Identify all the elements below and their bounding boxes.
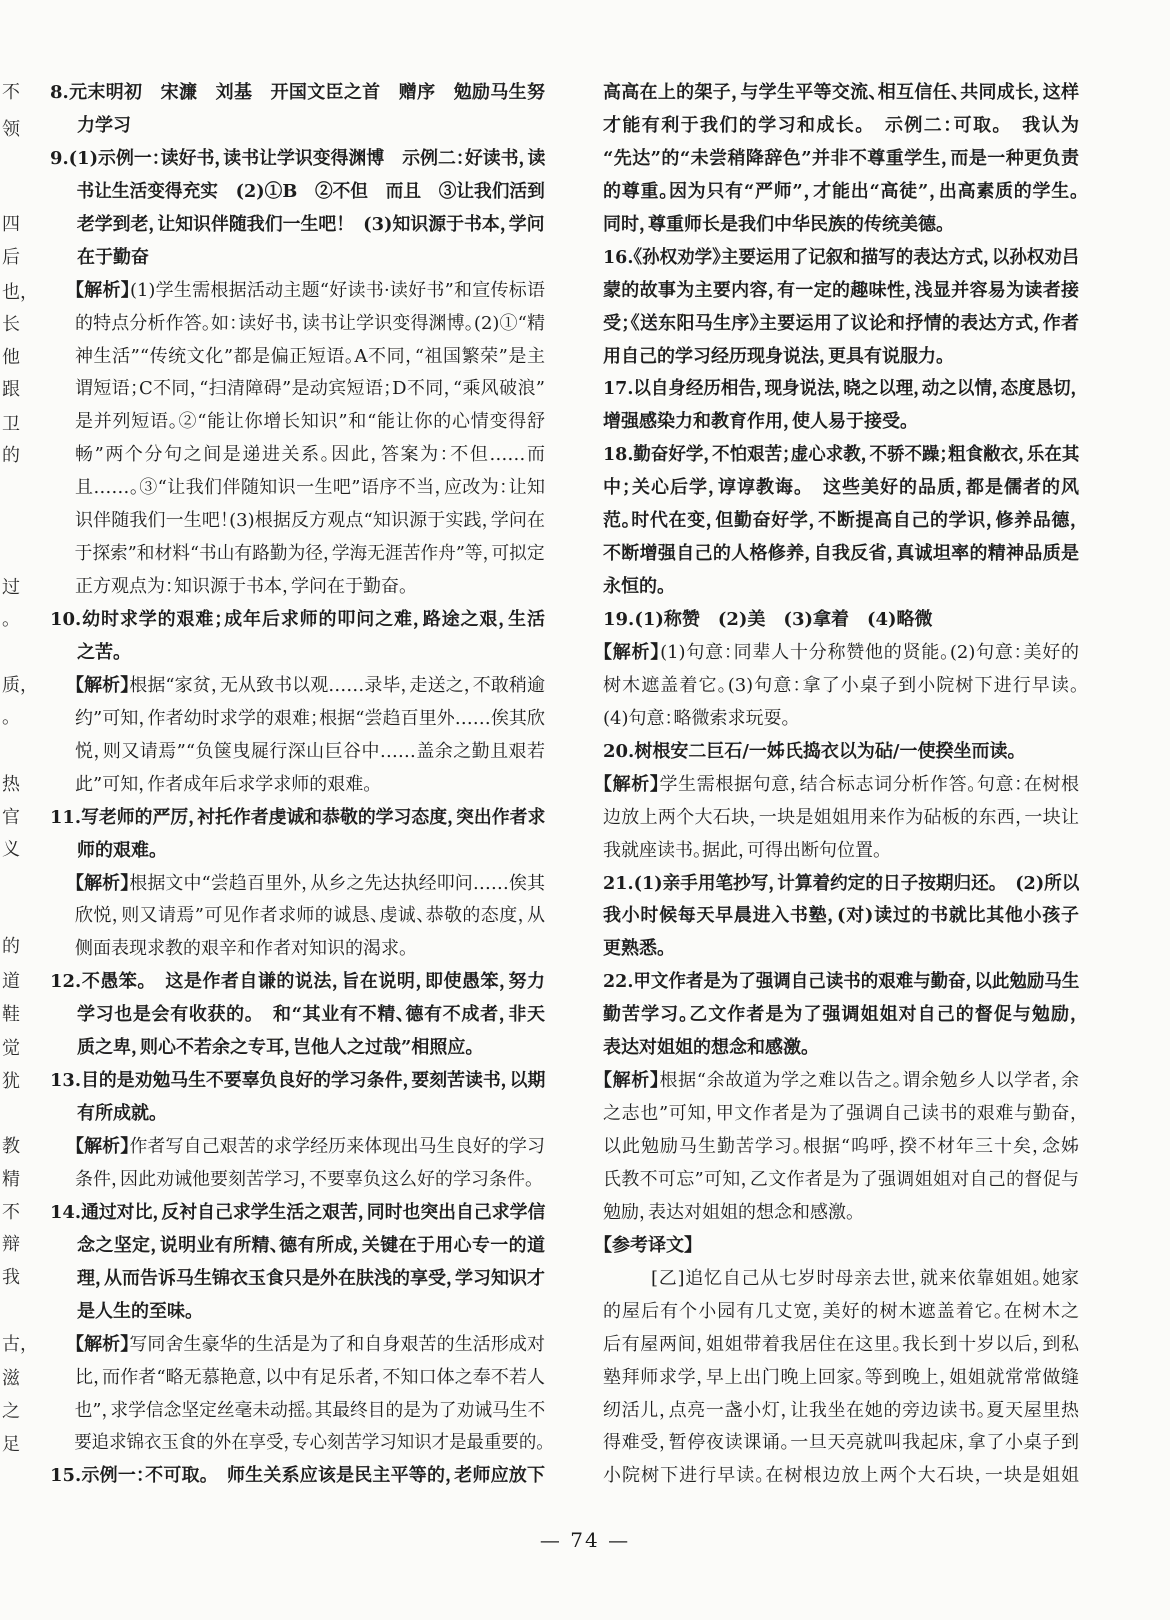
text-line: 纫活儿，点亮一盏小灯，让我坐在她的旁边读书。夏天屋里热: [603, 1399, 1079, 1421]
text-line: 高高在上的架子，与学生平等交流、相互信任、共同成长，这样: [603, 82, 1079, 103]
analysis-10: [50, 670, 545, 802]
answer-22: [603, 966, 1079, 1065]
text-line: 才能有利于我们的学习和成长。 示例二：可取。 我认为: [603, 114, 1079, 136]
text-line: 同时，尊重师长是我们中华民族的传统美德。: [603, 213, 945, 235]
text-line: [50, 868, 545, 901]
margin-fragment: 的: [2, 445, 20, 466]
text-line: 欣悦，则又请焉”可见作者求师的诚恳、虔诚、恭敬的态度，从: [75, 905, 545, 927]
line-text: (1)学生需根据活动主题“好读书·读好书”和宣传标语: [129, 279, 546, 301]
answer-21: [603, 868, 1079, 967]
answer-14: [50, 1197, 545, 1329]
answer-12: [50, 966, 545, 1065]
reference-translation-heading: [603, 1230, 1079, 1263]
text-line: 念之坚定，说明业有所精、德有所成，关键在于用心专一的道: [77, 1234, 545, 1256]
analysis-label: 【解析】: [603, 1070, 660, 1092]
text-line: 谓短语；C不同，“扫清障碍”是动宾短语；D不同，“乘风破浪”: [75, 378, 545, 400]
right-column: [603, 77, 1079, 1493]
text-line: 22.甲文作者是为了强调自己读书的艰难与勤奋，以此勉励马生: [603, 971, 1080, 993]
text-line: [603, 769, 1079, 802]
margin-fragment: 滋: [2, 1368, 20, 1389]
text-line: 13.目的是劝勉马生不要辜负良好的学习条件，要刻苦读书，以期: [50, 1070, 546, 1092]
margin-fragment: 我: [2, 1267, 20, 1288]
text-line: 约”可知，作者幼时求学的艰难；根据“尝趋百里外……俟其欣: [75, 707, 545, 729]
text-line: 【参考译文】: [603, 1234, 693, 1256]
text-line: 师的艰难。: [77, 839, 158, 861]
margin-fragment: 领: [2, 119, 20, 140]
text-line: 理，从而告诉马生锦衣玉食只是外在肤浅的享受，学习知识才: [77, 1267, 545, 1289]
margin-fragment: 热: [2, 774, 20, 795]
margin-fragment: 质，: [2, 675, 38, 696]
text-line: 18.勤奋好学，不怕艰苦；虚心求教，不骄不躁；粗食敝衣，乐在其: [603, 444, 1080, 466]
text-line: 19.(1)称赞 (2)美 (3)拿着 (4)略微: [603, 609, 933, 630]
text-line: 且……。③“让我们伴随知识一生吧”语序不当，应改为：让知: [75, 477, 545, 499]
text-line: 永恒的。: [603, 576, 666, 598]
answer-18: [603, 439, 1079, 604]
analysis-14: [50, 1329, 545, 1461]
text-line: 不断增强自己的人格修养，自我反省，真诚坦率的精神品质是: [603, 543, 1079, 565]
margin-fragment: 官: [2, 807, 20, 828]
text-line: 之志也”可知，甲文作者是为了强调自己读书的艰难与勤奋，: [603, 1103, 1079, 1125]
text-line: 12.不愚笨。 这是作者自谦的说法，旨在说明，即使愚笨，努力: [50, 971, 545, 993]
text-line: 我就座读书。据此，可得出断句位置。: [603, 839, 882, 861]
text-line: 边放上两个大石块，一块是姐姐用来作为砧板的东西，一块让: [603, 806, 1079, 828]
line-text: 学生需根据句意，结合标志词分析作答。句意：在树根: [659, 773, 1080, 795]
text-line: 氏教不可忘”可知，乙文作者是为了强调姐姐对自己的督促与: [603, 1168, 1079, 1190]
text-line: 增强感染力和教育作用，使人易于接受。: [603, 411, 909, 433]
text-line: [50, 275, 545, 308]
margin-fragment: 辩: [2, 1234, 20, 1255]
margin-fragment: 四: [2, 214, 20, 235]
margin-fragment: 他: [2, 347, 20, 368]
text-line: 20.树根安二巨石/一姊氏捣衣以为砧/一使揆坐而读。: [603, 740, 1017, 762]
text-line: 也”，求学信念坚定丝毫未动摇。其最终目的是为了劝诫马生不: [74, 1399, 546, 1421]
text-line: [50, 670, 545, 703]
reference-translation: [603, 1263, 1079, 1494]
text-line: 是并列短语。②“能让你增长知识”和“能让你的心情变得舒: [75, 411, 545, 433]
text-line: 塾拜师求学，早上出门晚上回家。等到晚上，姐姐就常常做缝: [603, 1366, 1079, 1388]
margin-fragment: 觉: [2, 1038, 20, 1059]
text-line: 神生活”“传统文化”都是偏正短语。A不同，“祖国繁荣”是主: [75, 345, 545, 367]
text-line: 在于勤奋: [77, 246, 149, 268]
analysis-label: 【解析】: [75, 1136, 130, 1157]
answer-8: [50, 77, 545, 143]
text-line: [50, 1131, 545, 1164]
text-line: 勉励，表达对姐姐的想念和感激。: [603, 1201, 855, 1223]
answer-15: [50, 1460, 545, 1493]
answer-16: [603, 242, 1079, 374]
analysis-20: [603, 769, 1079, 868]
text-line: 小院树下进行早读。在树根边放上两个大石块，一块是姐姐: [603, 1465, 1079, 1487]
text-line: 书让生活变得充实 (2)①B ②不但 而且 ③让我们活到: [76, 180, 545, 202]
margin-fragment: 教: [2, 1136, 20, 1157]
margin-fragment: 犹: [2, 1071, 20, 1092]
margin-fragment: 。: [2, 609, 20, 630]
margin-fragment: 鞋: [2, 1004, 20, 1025]
margin-fragment: 卫: [2, 414, 20, 435]
line-text: 根据“家贫，无从致书以观……录毕，走送之，不敢稍逾: [129, 674, 546, 696]
line-text: 作者写自己艰苦的求学经历来体现出马生良好的学习: [129, 1136, 546, 1157]
text-line: 的屋后有个小园有几丈宽，美好的树木遮盖着它。在树木之: [603, 1300, 1079, 1322]
margin-fragment: 不: [2, 1202, 20, 1223]
text-line: 表达对姐姐的想念和感激。: [603, 1037, 810, 1059]
text-line: 更熟悉。: [603, 938, 666, 960]
analysis-label: 【解析】: [75, 1333, 130, 1355]
text-line: 质之卑，则心不若余之专耳，岂他人之过哉”相照应。: [77, 1037, 475, 1059]
analysis-label: 【解析】: [75, 279, 130, 301]
analysis-label: 【解析】: [603, 773, 660, 795]
answer-11: [50, 802, 545, 868]
text-line: [603, 1065, 1079, 1098]
text-line: 悦，则又请焉”“负箧曳屣行深山巨谷中……盖余之勤且艰若: [75, 740, 545, 762]
margin-fragment: 之: [2, 1401, 20, 1422]
line-text: (1)句意：同辈人十分称赞他的贤能。(2)句意：美好的: [660, 641, 1079, 663]
text-line: 畅”两个分句之间是递进关系。因此，答案为：不但……而: [75, 444, 545, 466]
text-line: 树木遮盖着它。(3)句意：拿了小桌子到小院树下进行早读。: [603, 674, 1079, 696]
text-line: 受；《送东阳马生序》主要运用了议论和抒情的表达方式，作者: [603, 312, 1079, 334]
text-line: 比，而作者“略无慕艳意，以中有足乐者，不知口体之奉不若人: [75, 1366, 545, 1388]
analysis-label: 【解析】: [75, 872, 130, 894]
margin-fragment: 也，: [2, 282, 38, 303]
text-line: 11.写老师的严厉，衬托作者虔诚和恭敬的学习态度，突出作者求: [50, 806, 546, 828]
text-line: 此”可知，作者成年后求学求师的艰难。: [75, 773, 373, 795]
margin-fragment: 古，: [2, 1334, 38, 1355]
analysis-label: 【解析】: [75, 674, 130, 696]
analysis-11: [50, 868, 545, 967]
analysis-label: 【解析】: [603, 641, 661, 663]
text-line: 17.以自身经历相告，现身说法，晓之以理，动之以情，态度恳切，: [603, 378, 1080, 400]
text-line: [乙]追忆自己从七岁时母亲去世，就来依靠姐姐。她家: [651, 1267, 1079, 1289]
left-column: [50, 77, 545, 1493]
margin-fragment: 。: [2, 707, 20, 728]
text-line: 正方观点为：知识源于书本，学问在于勤奋。: [75, 576, 408, 598]
answer-10: [50, 604, 545, 670]
margin-fragment: 足: [2, 1434, 20, 1455]
answer-17: [603, 373, 1079, 439]
text-line: 9.(1)示例一：读好书，读书让学识变得渊博 示例二：好读书，读: [50, 147, 546, 169]
text-line: 力学习: [77, 114, 131, 136]
text-line: [603, 637, 1079, 670]
text-line: 14.通过对比，反衬自己求学生活之艰苦，同时也突出自己求学信: [50, 1201, 546, 1223]
text-line: 21.(1)亲手用笔抄写，计算着约定的日子按期归还。 (2)所以: [603, 872, 1080, 894]
margin-fragment: 道: [2, 971, 20, 992]
analysis-13: [50, 1131, 545, 1197]
page-number: — 74 —: [539, 1528, 631, 1552]
text-line: 范。时代在变，但勤奋好学，不断提高自己的学识，修养品德，: [603, 510, 1079, 532]
analysis-22: [603, 1065, 1079, 1230]
text-line: “先达”的“未尝稍降辞色”并非不尊重学生，而是一种更负责: [603, 147, 1079, 169]
text-line: 后有屋两间，姐姐带着我居住在这里。我长到十岁以后，到私: [603, 1333, 1079, 1355]
text-line: 侧面表现求教的艰辛和作者对知识的渴求。: [75, 938, 408, 960]
text-line: 中；关心后学，谆谆教诲。 这些美好的品质，都是儒者的风: [603, 477, 1079, 499]
answer-9: [50, 143, 545, 275]
text-line: 15.示例一：不可取。 师生关系应该是民主平等的，老师应放下: [50, 1465, 545, 1487]
analysis-19: [603, 637, 1079, 736]
analysis-9: [50, 275, 545, 604]
margin-fragment: 过: [2, 577, 20, 598]
text-line: [50, 1329, 545, 1362]
text-line: 用自己的学习经历现身说法，更具有说服力。: [603, 345, 945, 367]
margin-fragment: 跟: [2, 379, 20, 400]
text-line: 于探索”和材料“书山有路勤为径，学海无涯苦作舟”等，可拟定: [74, 543, 545, 565]
margin-fragment: 义: [2, 839, 20, 860]
text-line: 是人生的至味。: [77, 1300, 194, 1322]
margin-fragment: 不: [2, 82, 20, 103]
line-text: 根据文中“尝趋百里外，从乡之先达执经叩问……俟其: [129, 872, 546, 894]
text-line: 得难受，暂停夜读课诵。一旦天亮就叫我起床，拿了小桌子到: [603, 1432, 1079, 1454]
text-line: 要追求锦衣玉食的外在享受，专心刻苦学习知识才是最重要的。: [74, 1432, 545, 1454]
answer-20: [603, 736, 1079, 769]
margin-fragment: 后: [2, 247, 20, 268]
margin-fragment: 精: [2, 1169, 20, 1190]
text-line: 学习也是会有收获的。 和“其业有不精、德有不成者，非天: [77, 1004, 545, 1026]
margin-fragment: 长: [2, 314, 20, 335]
answer-13: [50, 1065, 545, 1131]
text-line: 8.元末明初 宋濂 刘基 开国文臣之首 赠序 勉励马生努: [50, 82, 545, 103]
answer-19: [603, 604, 1079, 637]
line-text: 写同舍生豪华的生活是为了和自身艰苦的生活形成对: [129, 1333, 546, 1355]
text-line: 的特点分析作答。如：读好书，读书让学识变得渊博。(2)①“精: [75, 312, 545, 334]
text-line: 识伴随我们一生吧！(3)根据反方观点“知识源于实践，学问在: [75, 510, 545, 532]
margin-fragment: 的: [2, 936, 20, 957]
text-line: 以此勉励马生勤苦学习。根据“呜呼，揆不材年三十矣，念姊: [603, 1136, 1079, 1157]
text-line: 老学到老，让知识伴随我们一生吧！ (3)知识源于书本，学问: [76, 213, 545, 235]
text-line: 勤苦学习。乙文作者是为了强调姐姐对自己的督促与勉励，: [603, 1004, 1079, 1026]
text-line: 16.《孙权劝学》主要运用了记叙和描写的表达方式，以孙权劝吕: [603, 246, 1080, 268]
text-line: 我小时候每天早晨进入书塾，(对)读过的书就比其他小孩子: [603, 905, 1079, 927]
answer-15-continued: [603, 77, 1079, 242]
text-line: 之苦。: [77, 641, 122, 663]
text-line: (4)句意：略微索求玩耍。: [603, 707, 791, 729]
line-text: 根据“余故道为学之难以告之。谓余勉乡人以学者，余: [659, 1070, 1080, 1092]
text-line: 蒙的故事为主要内容，有一定的趣味性，浅显并容易为读者接: [603, 279, 1079, 301]
text-line: 有所成就。: [77, 1103, 158, 1125]
text-line: 的尊重。因为只有“严师”，才能出“高徒”，出高素质的学生。: [603, 180, 1079, 202]
text-line: 10.幼时求学的艰难；成年后求师的叩问之难，路途之艰，生活: [50, 609, 545, 630]
text-line: 条件，因此劝诫他要刻苦学习，不要辜负这么好的学习条件。: [75, 1168, 534, 1190]
